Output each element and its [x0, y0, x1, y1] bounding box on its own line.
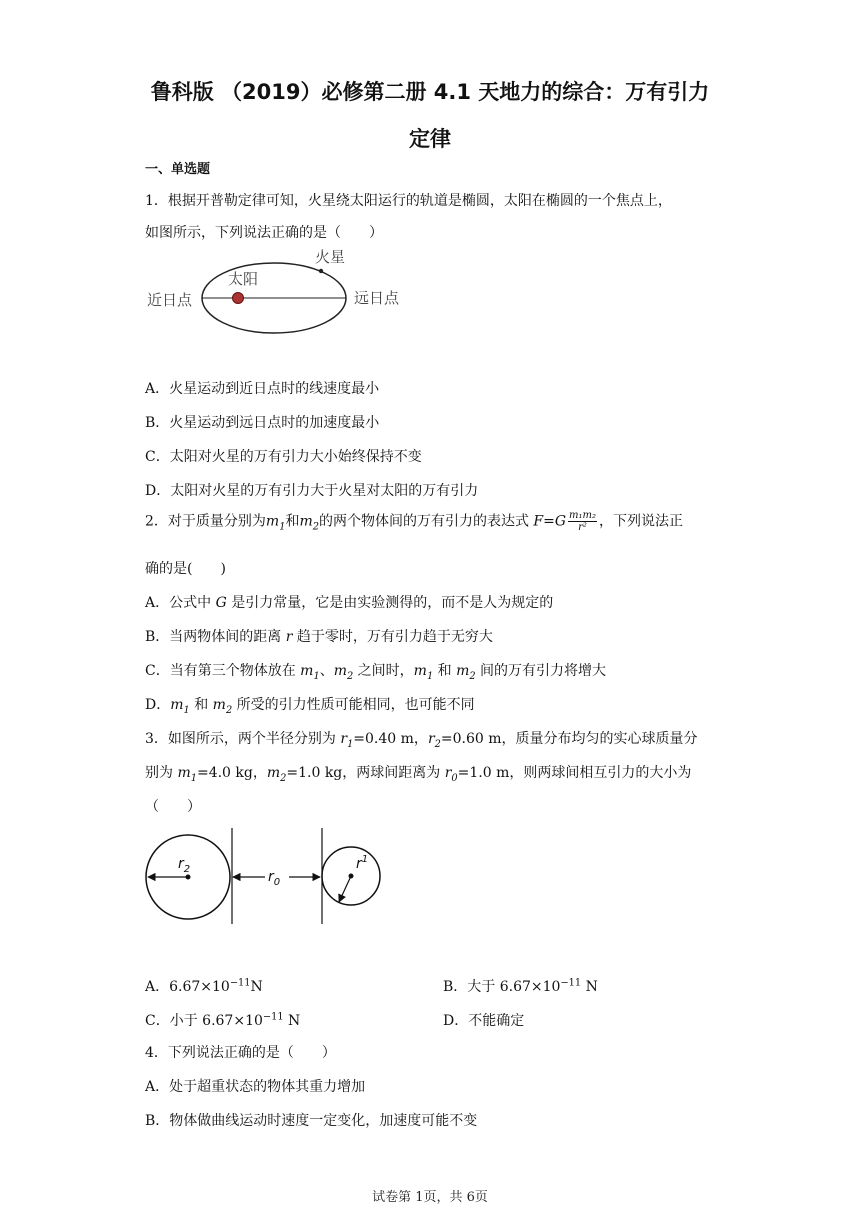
- q3-m2: m: [266, 765, 281, 781]
- q3-l2-part1: 别为: [145, 765, 178, 781]
- perihelion-label: 近日点: [147, 291, 193, 309]
- q2-c-m1b: m: [413, 663, 427, 679]
- q2-a-G: G: [215, 595, 227, 611]
- q2-d-m1: m: [170, 697, 184, 713]
- q2-mid: 的两个物体间的万有引力的表达式: [318, 513, 529, 530]
- q2-c-m1: m: [300, 663, 314, 679]
- q3-option-c: [145, 1010, 300, 1030]
- q1-stem-line2: 如图所示，下列说法正确的是（ ）: [145, 225, 383, 241]
- q3-m1: m: [177, 765, 191, 781]
- q3-r1-value: =0.40 m，: [353, 731, 428, 747]
- q3-option-d: D．不能确定: [443, 1013, 525, 1029]
- q2-m1: m: [265, 513, 280, 530]
- q2-option-a: [145, 592, 553, 612]
- q3-a-text: A．6.67×10: [145, 979, 230, 995]
- page-footer: 试卷第 1页，共 6页: [372, 1190, 488, 1205]
- q3-c-unit: N: [283, 1013, 301, 1029]
- q2-option-d: [145, 694, 475, 714]
- q3-m1-sub: 1: [190, 772, 197, 784]
- q2-formula-fraction: [568, 510, 597, 533]
- q2-m2: m: [299, 513, 313, 530]
- q3-stem-line1: [145, 728, 698, 748]
- q2-frac-num: m₁m₂: [569, 510, 597, 521]
- q2-d-sub2: 2: [225, 704, 233, 716]
- q2-formula-lhs: F=G: [533, 513, 567, 530]
- q3-r2-sub: 2: [434, 738, 441, 750]
- q2-d-and: 和: [189, 697, 213, 713]
- q3-spheres-figure: [140, 822, 390, 946]
- q3-r1-sub: 1: [347, 738, 354, 750]
- q3-m2-value: =1.0 kg，两球间距离为: [286, 765, 445, 781]
- r0-label: $r_0$: [268, 869, 281, 888]
- q3-a-unit: N: [250, 979, 263, 995]
- q2-b-part2: 趋于零时，万有引力趋于无穷大: [292, 629, 493, 645]
- q2-d-part2: 所受的引力性质可能相同，也可能不同: [232, 697, 475, 713]
- sun-label: 太阳: [228, 270, 259, 288]
- q1-option-b: B．火星运动到远日点时的加速度最小: [145, 415, 380, 431]
- q3-r0: r: [444, 765, 452, 781]
- q3-l1-part1: 3．如图所示，两个半径分别为: [145, 731, 341, 747]
- q3-r0-value: =1.0 m，则两球间相互引力的大小为: [457, 765, 692, 781]
- q3-r2: r: [427, 731, 435, 747]
- q2-d-part1: D．: [145, 697, 171, 713]
- mars-dot: [319, 269, 323, 273]
- sun-icon: [233, 293, 244, 304]
- q2-c-sub2b: 2: [469, 670, 476, 682]
- q1-stem-line1: 1．根据开普勒定律可知，火星绕太阳运行的轨道是椭圆，太阳在椭圆的一个焦点上，: [145, 193, 672, 209]
- q2-prefix: 2．对于质量分别为: [145, 513, 266, 530]
- q3-b-exp: −11: [560, 977, 582, 989]
- q2-b-r: r: [285, 629, 293, 645]
- q3-a-exp: −11: [229, 977, 251, 989]
- q3-stem-line3: （ ）: [145, 799, 201, 815]
- q3-r0-sub: 0: [451, 772, 458, 784]
- q3-m2-sub: 2: [280, 772, 287, 784]
- q2-and: 和: [285, 513, 300, 530]
- q3-option-b: [443, 976, 598, 996]
- q3-option-a: [145, 976, 263, 996]
- q2-c-and: 和: [433, 663, 457, 679]
- q3-c-text: C．小于 6.67×10: [145, 1013, 263, 1029]
- q1-option-a: A．火星运动到近日点时的线速度最小: [145, 381, 380, 397]
- r1-arrow: [339, 876, 351, 902]
- section-heading: 一、单选题: [145, 162, 211, 177]
- q3-b-text: B．大于 6.67×10: [443, 979, 561, 995]
- q2-option-c: [145, 660, 606, 680]
- q2-m2-sub: 2: [312, 521, 319, 533]
- q2-a-part2: 是引力常量，它是由实验测得的，而不是人为规定的: [226, 595, 554, 611]
- q2-c-sub2: 2: [346, 670, 354, 682]
- q2-c-sub1b: 1: [426, 670, 434, 682]
- q2-suffix: ，下列说法正: [599, 513, 684, 530]
- q2-c-sub1: 1: [313, 670, 320, 682]
- q4-option-a: A．处于超重状态的物体其重力增加: [145, 1079, 366, 1095]
- q2-c-sep: 、: [319, 663, 334, 679]
- q1-option-d: D．太阳对火星的万有引力大于火星对太阳的万有引力: [145, 483, 479, 499]
- q1-option-c: C．太阳对火星的万有引力大小始终保持不变: [145, 449, 422, 465]
- q2-b-part1: B．当两物体间的距离: [145, 629, 286, 645]
- q2-d-sub1: 1: [183, 704, 190, 716]
- q2-c-part2: 之间时，: [353, 663, 414, 679]
- q2-stem-line2: 确的是( ): [145, 561, 226, 577]
- q2-stem-line1: [145, 510, 683, 533]
- q2-c-m2: m: [333, 663, 347, 679]
- q2-c-part3: 间的万有引力将增大: [475, 663, 607, 679]
- q4-option-b: B．物体做曲线运动时速度一定变化，加速度可能不变: [145, 1113, 478, 1129]
- r2-label: $r_2$: [178, 856, 191, 875]
- q2-c-m2b: m: [456, 663, 470, 679]
- q2-c-part1: C．当有第三个物体放在: [145, 663, 301, 679]
- aphelion-label: 远日点: [354, 289, 400, 307]
- mars-label: 火星: [315, 248, 346, 266]
- q3-stem-line2: [145, 762, 691, 782]
- q3-c-exp: −11: [262, 1011, 284, 1023]
- q2-m1-sub: 1: [279, 521, 286, 533]
- q4-stem: 4．下列说法正确的是（ ）: [145, 1045, 336, 1061]
- document-title-line2: 定律: [409, 127, 451, 151]
- q2-d-m2: m: [212, 697, 226, 713]
- q1-orbit-figure: [145, 246, 415, 356]
- q2-frac-den: r²: [578, 522, 587, 533]
- q3-m1-value: =4.0 kg，: [196, 765, 267, 781]
- q3-r1: r: [340, 731, 348, 747]
- document-title-line1: 鲁科版 （2019）必修第二册 4.1 天地力的综合：万有引力: [150, 80, 710, 104]
- q3-r2-value: =0.60 m，质量分布均匀的实心球质量分: [440, 731, 698, 747]
- q3-b-unit: N: [581, 979, 598, 995]
- q2-option-b: [145, 626, 493, 646]
- q2-a-part1: A．公式中: [145, 595, 216, 611]
- r1-label: $r^1$: [356, 854, 369, 872]
